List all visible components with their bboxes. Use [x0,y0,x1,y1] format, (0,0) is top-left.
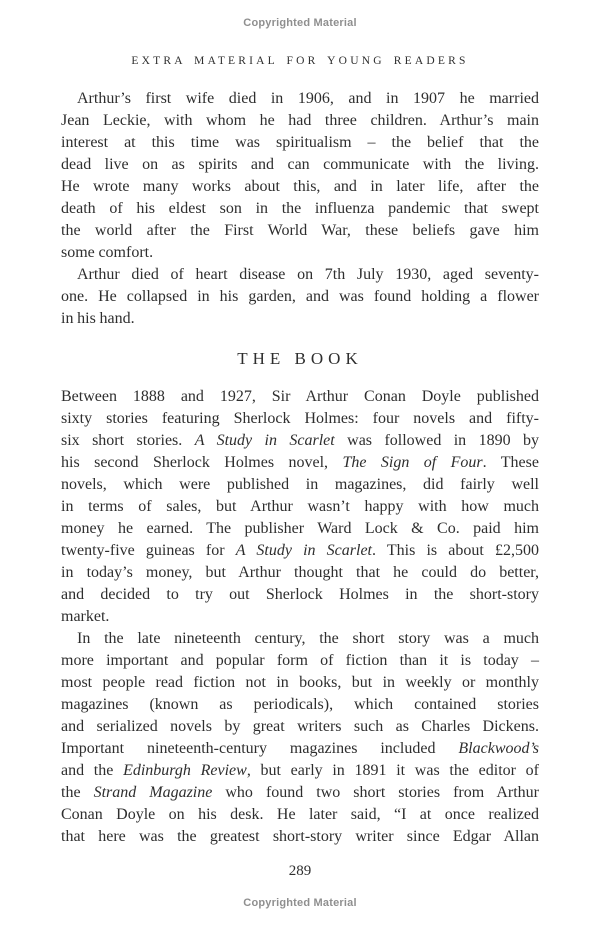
book-title-italic: Strand Magazine [93,784,213,801]
text-line: more important and popular form of fiction than it is today – [61,652,539,669]
copyright-notice-top: Copyrighted Material [243,17,357,29]
text-line: In the late nineteenth century, the short story was a much [77,630,539,647]
text-line: death of his eldest son in the influenza pandemic that swept [61,200,539,217]
text-line: money he earned. The publisher Ward Lock & Co. paid him [61,520,539,537]
text-line: Between 1888 and 1927, Sir Arthur Conan Doyle published [61,388,539,405]
book-title-italic: The Sign of Four [342,454,483,471]
running-header: EXTRA MATERIAL FOR YOUNG READERS [131,55,469,67]
paragraph [61,628,539,848]
text-line: Important nineteenth-century magazines included Blackwood’s [61,740,539,757]
text-line: the world after the First World War, these beliefs gave him [61,222,539,239]
text-line: sixty stories featuring Sherlock Holmes: four novels and fifty- [61,410,539,427]
text-line: novels, which were published in magazines, did fairly well [61,476,539,493]
text-line: and serialized novels by great writers such as Charles Dickens. [61,718,539,735]
text-line: the Strand Magazine who found two short stories from Arthur [61,784,539,801]
book-title-italic: Edinburgh Review [123,762,247,779]
paragraph [61,386,539,628]
page-body [61,88,539,848]
text-line: market. [61,608,110,625]
paragraph [61,88,539,264]
text-line: magazines (known as periodicals), which contained stories [61,696,539,713]
text-line: Conan Doyle on his desk. He later said, “I at once realized [61,806,539,823]
text-line: some comfort. [61,244,154,261]
text-line: six short stories. A Study in Scarlet was followed in 1890 by [61,432,539,449]
text-line: most people read fiction not in books, but in weekly or monthly [61,674,539,691]
text-line: dead live on as spirits and can communicate with the living. [61,156,539,173]
text-line: his second Sherlock Holmes novel, The Sign of Four. These [61,454,539,471]
book-title-italic: Blackwood’s [458,740,539,757]
book-title-italic: A Study in Scarlet [194,432,335,449]
text-line: twenty-five guineas for A Study in Scarlet. This is about £2,500 [61,542,539,559]
text-line: and decided to try out Sherlock Holmes in the short-story [61,586,539,603]
text-line: and the Edinburgh Review, but early in 1891 it was the editor of [61,762,539,779]
text-line: in terms of sales, but Arthur wasn’t happy with how much [61,498,539,515]
text-line: one. He collapsed in his garden, and was found holding a flower [61,288,539,305]
book-title-italic: A Study in Scarlet [235,542,373,559]
section-heading: THE BOOK [237,349,363,368]
text-line: that here was the greatest short-story writer since Edgar Allan [61,828,539,845]
text-line: He wrote many works about this, and in later life, after the [61,178,539,195]
text-line: Jean Leckie, with whom he had three children. Arthur’s main [61,112,539,129]
text-line: interest at this time was spiritualism – the belief that the [61,134,539,151]
copyright-notice-bottom: Copyrighted Material [243,897,357,909]
text-line: in his hand. [61,310,135,327]
text-line: Arthur died of heart disease on 7th July 1930, aged seventy- [77,266,539,283]
text-line: in today’s money, but Arthur thought that he could do better, [61,564,539,581]
text-line: Arthur’s first wife died in 1906, and in 1907 he married [77,90,539,107]
page-number: 289 [288,863,312,879]
paragraph [61,264,539,330]
